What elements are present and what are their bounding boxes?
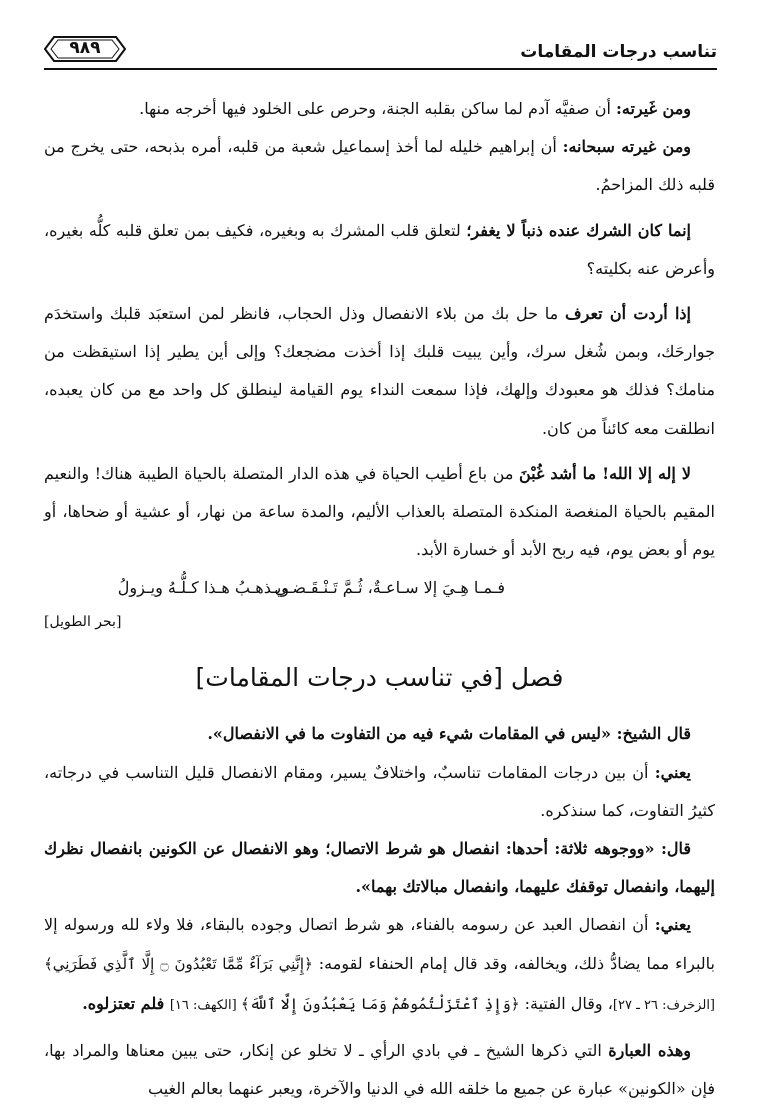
header-rule: [44, 68, 717, 70]
meter-label: [بحر الطويل]: [44, 614, 122, 631]
paragraph-lead: وهذه العبارة: [608, 1041, 692, 1061]
running-title: تناسب درجات المقامات: [520, 42, 717, 62]
meter-note: [44, 603, 715, 637]
quran-citation: ﴿وَإِذِ ٱعْتَزَلْتُمُوهُمْ وَمَا يَعْبُدُونَ إِلَّا ٱللَّهَ﴾: [240, 994, 520, 1013]
quotation-text: «ليس في المقامات شيء فيه من التفاوت ما في الانفصال».: [207, 724, 617, 744]
paragraph-text: أن إبراهيم خليله لما أخذ إسماعيل شعبة من قلبه، أمره بذبحه، حتى يخرج من قلبه ذلك المزاحمُ.: [44, 137, 715, 195]
paragraph-lead: لا إله إلا الله! ما أشد غُبْنَ: [518, 463, 691, 483]
paragraph-lead: إذا أردت أن تعرف: [565, 304, 692, 324]
paragraph-lead: ومن غيرته سبحانه:: [562, 137, 692, 157]
paragraph-text: التي ذكرها الشيخ ـ في بادي الرأي ـ لا تخلو عن إنكار، حتى يبين معناها والمراد بها، فإن «الكونين» عبارة عن جميع ما خلقه الله في الدنيا والآخرة، ويعبر عنهما بعالم الغيب: [44, 1041, 715, 1099]
paragraph-text: من باع أطيب الحياة في هذه الدار المتصلة بالحياة الطيبة هناك! والنعيم المقيم بالحياة المنغصة المنكدة المتصلة بالعذاب الأليم، والمدة ساعة من نهار، أو عشية أو ضحاها، أو يوم أو بعض يوم، فيه ربح الأبد أو خسارة الأبد.: [44, 463, 715, 560]
explanation: [44, 754, 715, 830]
quotation-lead: قال الشيخ:: [616, 724, 691, 744]
paragraph: [44, 455, 715, 570]
verse-reference: [الكهف: ١٦]: [169, 997, 241, 1013]
paragraph: [44, 128, 715, 204]
explanation-lead: يعني:: [654, 762, 691, 782]
quotation: [44, 830, 715, 906]
verse-hemistich-second: ويـذهـبُ هـذا كـلُّـهُ ويـزولُ: [117, 578, 289, 598]
page-number-frame: [44, 36, 126, 62]
page-header: [44, 32, 717, 70]
paragraph: [44, 212, 715, 288]
quotation-text: قال: «ووجوهه ثلاثة: أحدها: انفصال هو شرط الاتصال؛ وهو الانفصال عن الكونين بانفصال نظرك إليهما، وانفصال توقفك عليهما، وانفصال مبالاتك بهما».: [44, 839, 715, 897]
explanation-text: فلم تعتزلوه.: [82, 993, 170, 1013]
explanation-lead: يعني:: [654, 915, 691, 935]
quran-citation: ﴿إِنَّنِي بَرَآءٌ مِّمَّا تَعْبُدُونَ ۝ إِلَّا ٱلَّذِي فَطَرَنِي﴾: [44, 954, 313, 973]
quotation: [44, 715, 715, 753]
paragraph-text: لتعلق قلب المشرك به وبغيره، فكيف بمن تعلق قلبه كلُّه بغيره، وأعرض عنه بكليته؟: [44, 220, 715, 278]
paragraph-text: أن صفيَّه آدم لما ساكن بقلبه الجنة، وحرص على الخلود فيها أخرجه منها.: [139, 99, 616, 118]
paragraph-text: ما حل بك من بلاء الانفصال وذل الحجاب، فانظر لمن استعبَد قلبك واستخدَم جوارحَك، وبمن شُغل سرك، وأين يبيت قلبك إذا أخذت مضجعك؟ وإلى أين يطير إذا استيقظت من منامك؟ فذلك هو معبودك وإلهك، فإذا سمعت النداء يوم القيامة لينطلق كل واحد مع من كان يعبده، انطلقت معه كائناً من كان.: [44, 304, 716, 438]
explanation-text: أن بين درجات المقامات تناسبٌ، واختلافٌ يسير، ومقام الانفصال قليل التناسب في درجاته، كثيرُ التفاوت، كما سنذكره.: [44, 762, 715, 820]
paragraph-lead: ومن غَيرته:: [615, 99, 691, 118]
paragraph: [44, 295, 715, 448]
paragraph: [44, 90, 715, 128]
poetry-verse: [44, 569, 715, 603]
verse-hemistich-first: فـمـا هِـيَ إلا سـاعـةٌ، ثُـمَّ تَـنْـقَـضـي: [274, 578, 505, 598]
page-number: ٩٨٩: [69, 38, 101, 58]
verse-reference: [الزخرف: ٢٦ ـ ٢٧]: [612, 997, 715, 1013]
paragraph: [44, 1032, 715, 1108]
section-heading: فصل [في تناسب درجات المقامات]: [195, 663, 564, 693]
explanation-text: أن انفصال العبد عن رسومه بالفناء، هو شرط اتصال وجوده بالبقاء، فلا ولاء لله ورسوله إلا بالبراء مما يضادُّ ذلك، ويخالفه، وقد قال إمام الحنفاء لقومه:: [44, 915, 715, 973]
explanation-text: ، وقال الفتية:: [519, 993, 613, 1013]
paragraph-lead: إنما كان الشرك عنده ذنباً لا يغفر؛: [466, 220, 691, 240]
main-text: [44, 90, 715, 1108]
explanation: [44, 906, 715, 1025]
